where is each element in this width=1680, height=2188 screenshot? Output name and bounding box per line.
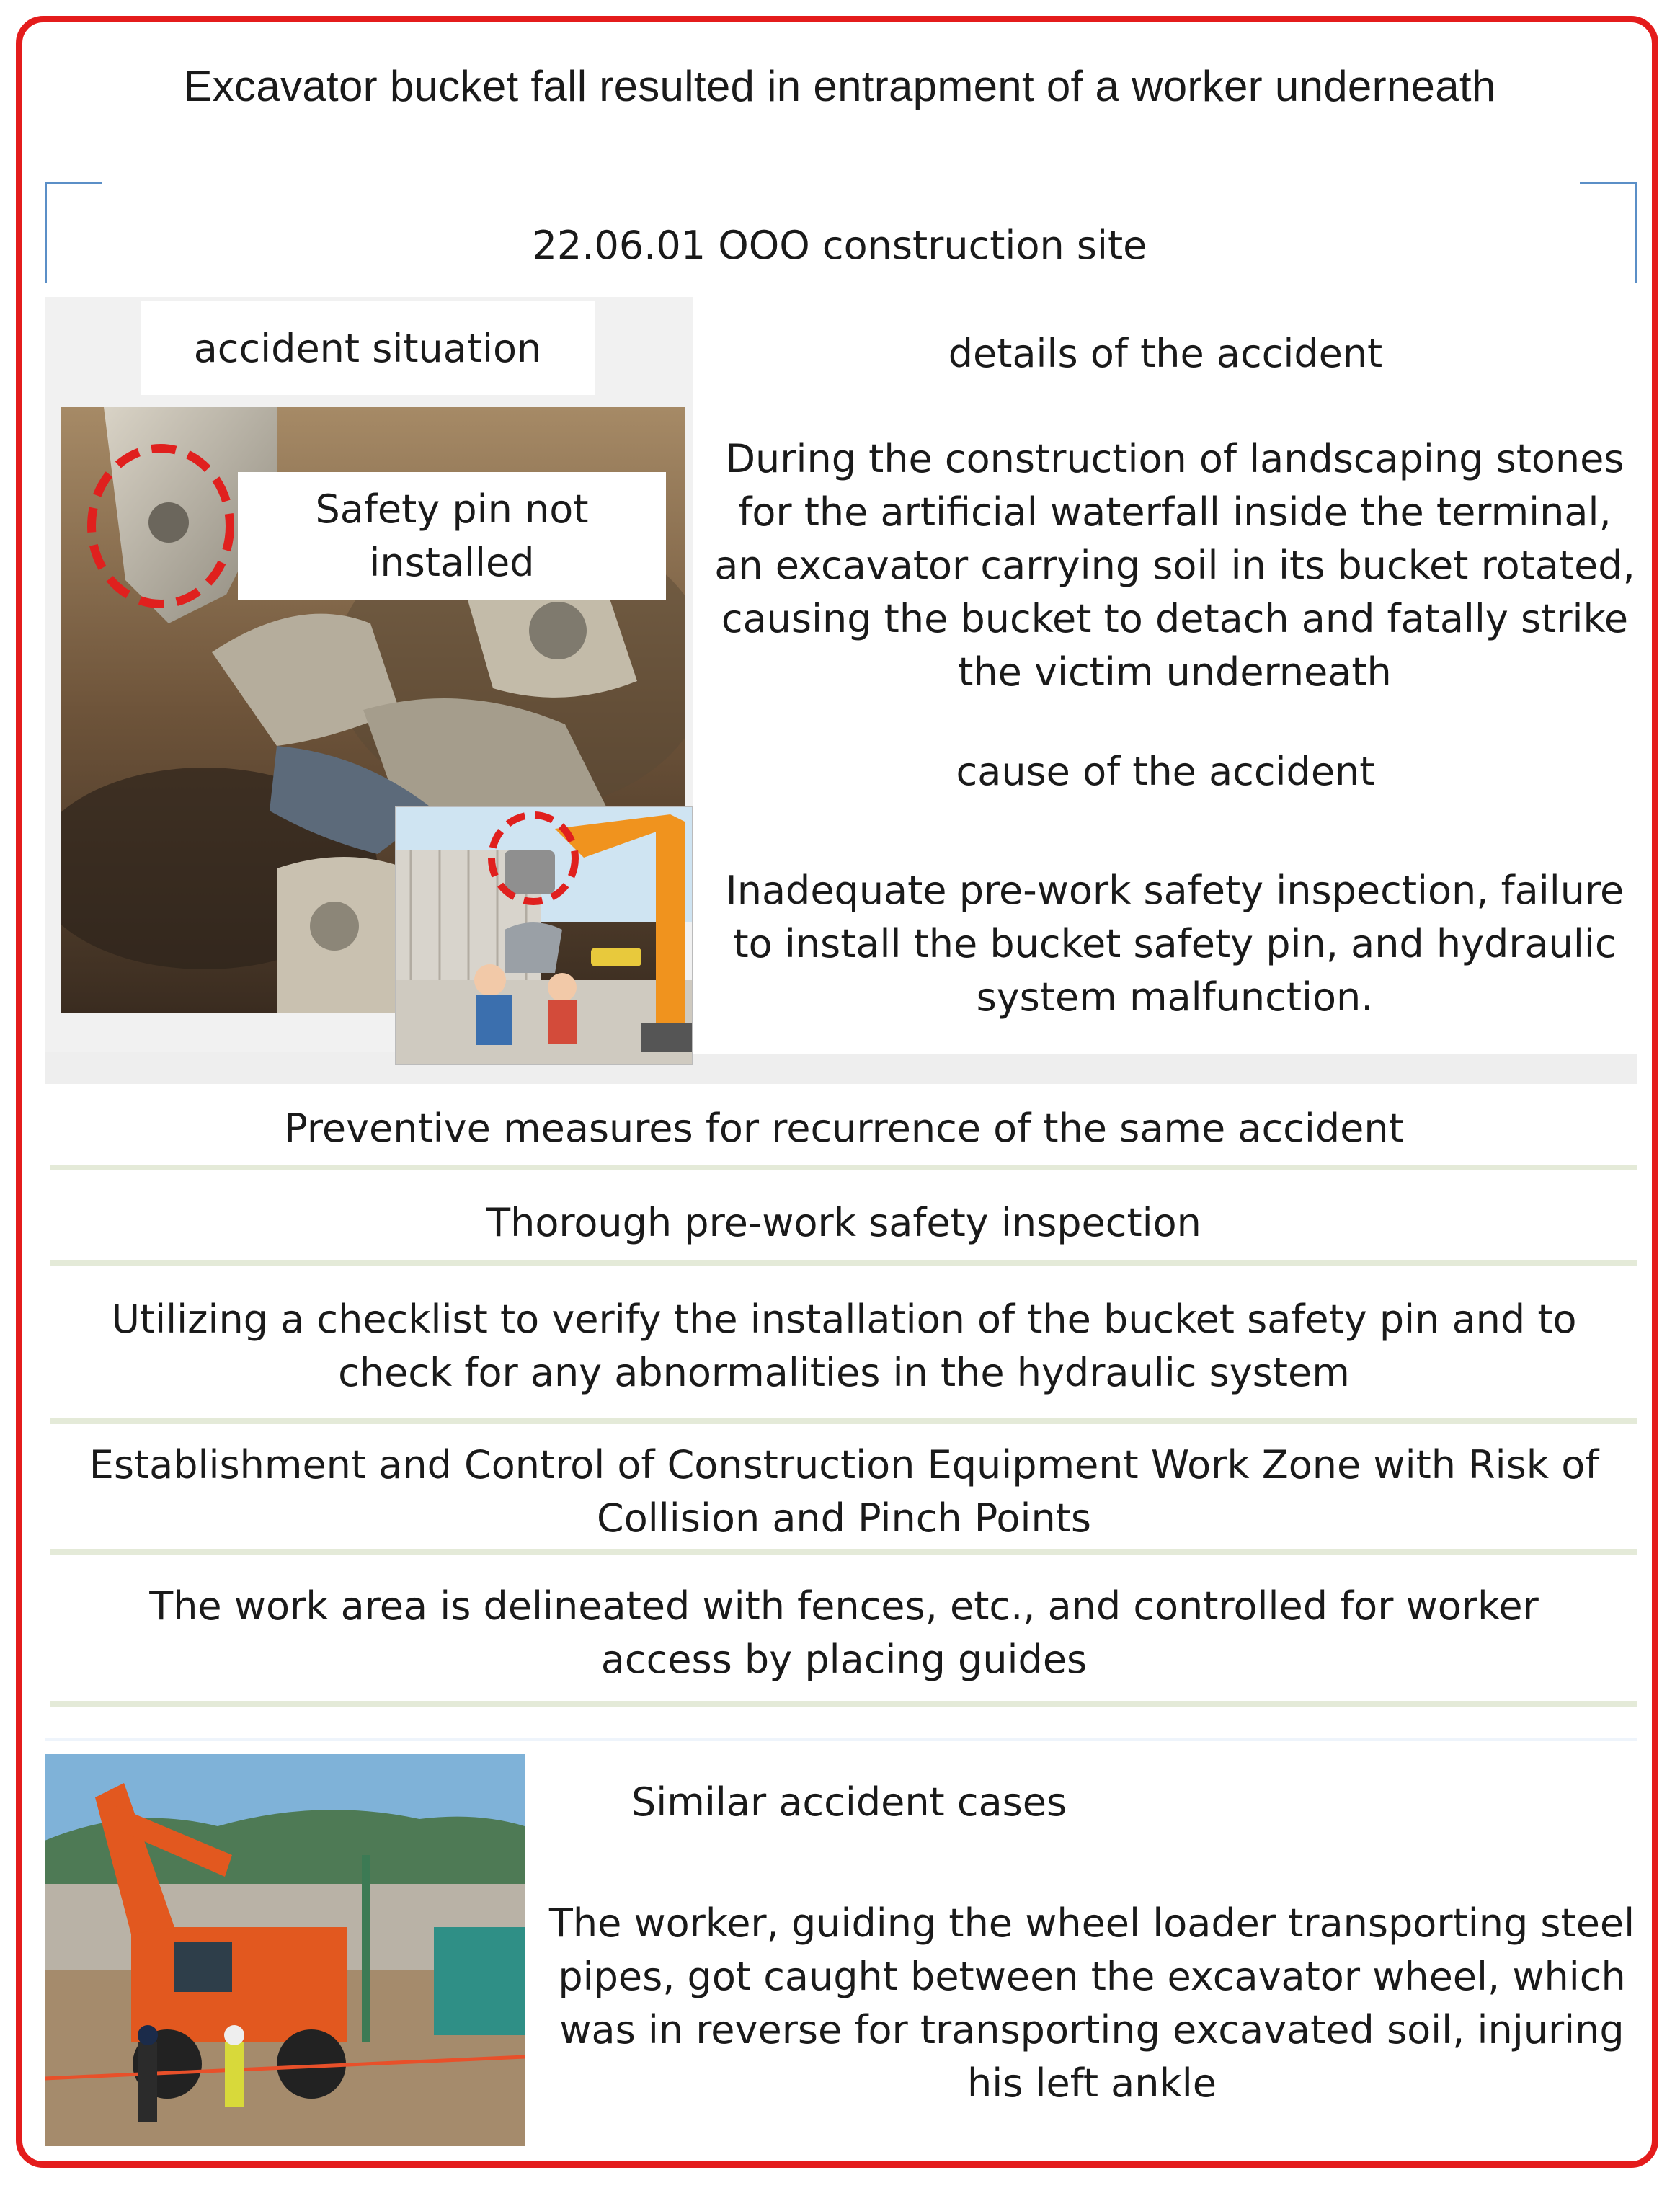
highlight-circle-photo-shape — [85, 441, 236, 611]
preventive-item2-text: The work area is delineated with fences, etc., and controlled for worker access by placing guides — [50, 1565, 1637, 1701]
preventive-item1-text: Utilizing a checklist to verify the installation of the bucket safety pin and to check for any abnormalities in the hydraulic system — [50, 1274, 1637, 1418]
bracket-right — [1580, 182, 1637, 283]
cause-text: Inadequate pre-work safety inspection, failure to install the bucket safety pin, and hydraulic system malfunction. — [725, 868, 1625, 1020]
page-title: Excavator bucket fall resulted in entrapment of a worker underneath — [183, 62, 1496, 110]
similar-heading: Similar accident cases — [631, 1779, 1067, 1825]
preventive-item2-title: Establishment and Control of Construction Equipment Work Zone with Risk of Collision and Pinch Points — [50, 1434, 1637, 1549]
preventive-item1-title: Thorough pre-work safety inspection — [50, 1186, 1637, 1260]
preventive-heading: Preventive measures for recurrence of the same accident — [50, 1092, 1637, 1170]
highlight-circle-illustration — [484, 809, 582, 908]
safety-pin-callout: Safety pin not installed — [238, 472, 666, 600]
highlight-circle-photo — [85, 441, 236, 611]
situation-label: accident situation — [141, 301, 595, 395]
details-heading: details of the accident — [948, 330, 1383, 376]
panel-bottom-strip — [45, 1052, 1637, 1084]
similar-text: The worker, guiding the wheel loader transporting steel pipes, got caught between the excavator wheel, which was in reverse for transporting excavated soil, injuring his left ankle — [548, 1900, 1635, 2106]
bracket-left — [45, 182, 102, 283]
details-text: During the construction of landscaping stones for the artificial waterfall inside the terminal, an excavator carrying soil in its bucket rotated, causing the bucket to detach and fatally strike the victim underneath — [714, 436, 1635, 695]
similar-case-photo-image — [45, 1754, 525, 2146]
similar-case-photo — [45, 1754, 525, 2146]
site-date-subtitle: 22.06.01 OOO construction site — [532, 222, 1147, 268]
highlight-circle-illustration-shape — [484, 809, 582, 908]
section-divider — [45, 1738, 1637, 1741]
cause-heading: cause of the accident — [956, 748, 1375, 794]
